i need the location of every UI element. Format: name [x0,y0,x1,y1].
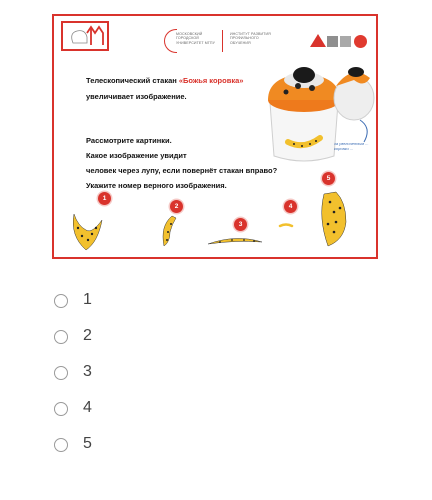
question-line-6: Укажите номер верного изображения. [86,181,227,190]
answer-option-2[interactable] [54,327,254,349]
cup-caption: за увеличенным ... коровки ... [334,141,369,151]
answer-option-4[interactable] [54,399,254,421]
caterpillar-image-2 [156,212,180,252]
radio-button[interactable] [54,438,68,452]
question-image-card [52,14,378,259]
question-line-4: Какое изображение увидит [86,151,187,160]
answer-option-label: 3 [83,363,92,380]
radio-button[interactable] [54,294,68,308]
image-number-badge: 1 [98,192,111,205]
question-line-5: человек через лупу, если повернёт стакан вправо? [86,166,278,175]
caterpillar-image-1 [68,206,108,256]
square-icon [327,36,338,47]
org-right-text: ИНСТИТУТ РАЗВИТИЯ ПРОФИЛЬНОГО ОБУЧЕНИЯ [230,32,271,45]
caterpillar-image-5 [316,188,352,252]
image-number-badge: 4 [284,200,297,213]
answer-option-3[interactable] [54,363,254,385]
image-number-badge: 2 [170,200,183,213]
radio-button[interactable] [54,402,68,416]
radio-button[interactable] [54,330,68,344]
question-line-2: увеличивает изображение. [86,92,187,101]
answer-option-label: 2 [83,327,92,344]
caterpillar-image-4 [278,222,294,230]
question-line-1: Телескопический стакан «Божья коровка» [86,76,244,85]
university-logo [61,21,109,51]
radio-button[interactable] [54,366,68,380]
answer-option-5[interactable] [54,435,254,457]
elephant-logo-icon [63,23,107,49]
circle-icon [354,35,367,48]
answer-option-label: 4 [83,399,92,416]
header-separator [222,30,223,52]
triangle-icon [310,34,326,47]
answer-option-label: 5 [83,435,92,452]
answer-option-1[interactable] [54,291,254,313]
ladybug-cup-illustration [260,58,376,168]
question-line-3: Рассмотрите картинки. [86,136,172,145]
caterpillar-image-3 [206,234,266,248]
image-number-badge: 3 [234,218,247,231]
image-number-badge: 5 [322,172,335,185]
org-left-text: МОСКОВСКИЙ ГОРОДСКОЙ УНИВЕРСИТЕТ МГПУ [176,32,215,45]
answer-option-label: 1 [83,291,92,308]
square-icon [340,36,351,47]
